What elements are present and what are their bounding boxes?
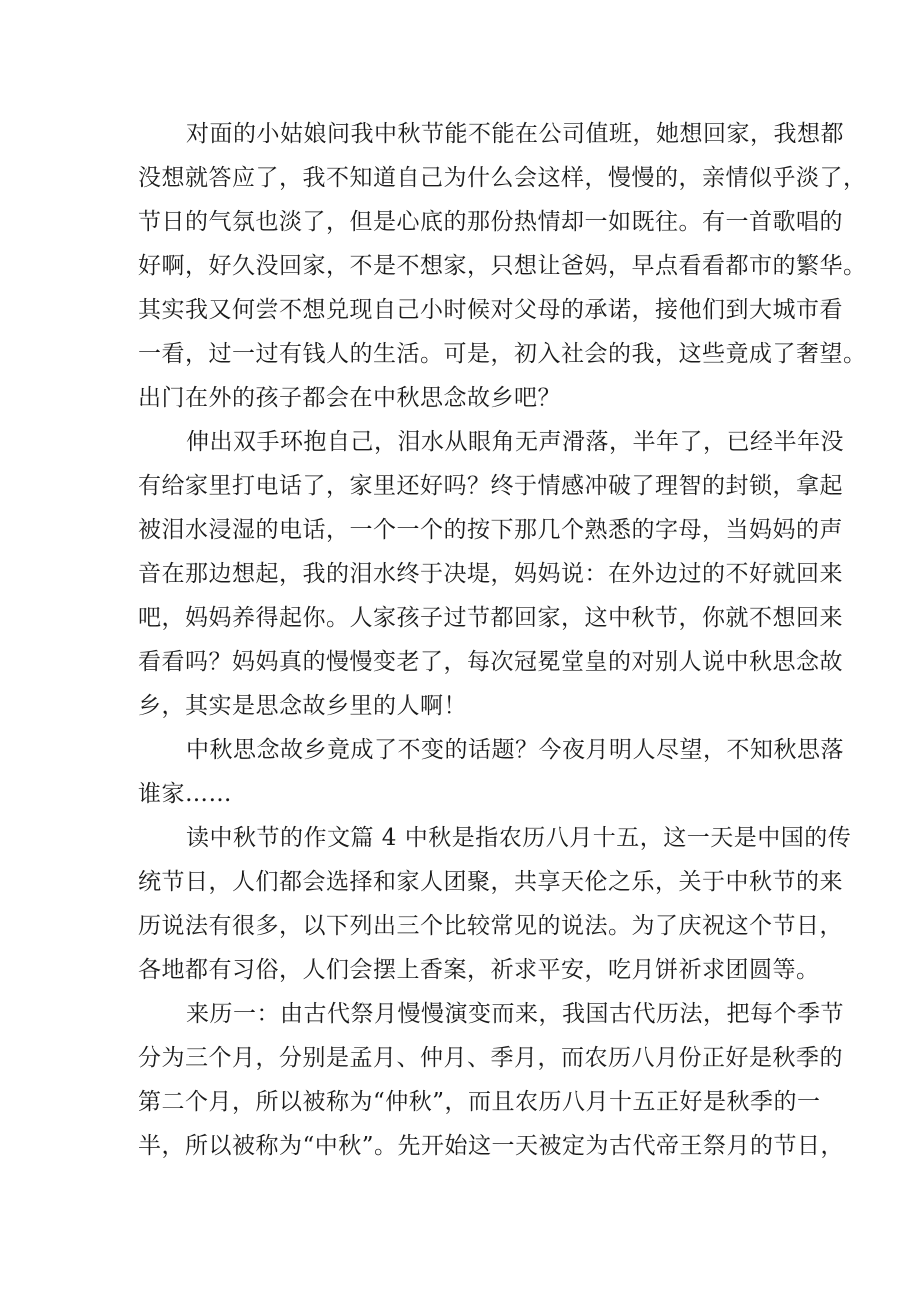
text-line: 出门在外的孩子都会在中秋思念故乡吧？ bbox=[138, 385, 561, 411]
text-line: 中秋思念故乡竟成了不变的话题？今夜月明人尽望，不知秋思落 bbox=[186, 737, 844, 763]
text-line: 被泪水浸湿的电话，一个一个的按下那几个熟悉的字母，当妈妈的声 bbox=[138, 517, 843, 543]
text-line: 吧，妈妈养得起你。人家孩子过节都回家，这中秋节，你就不想回来 bbox=[138, 605, 843, 631]
text-line: 分为三个月，分别是孟月、仲月、季月，而农历八月份正好是秋季的 bbox=[138, 1045, 843, 1071]
text-line: 其实我又何尝不想兑现自己小时候对父母的承诺，接他们到大城市看 bbox=[138, 297, 843, 323]
text-line: 谁家…… bbox=[138, 781, 232, 807]
text-line: 第二个月，所以被称为“仲秋”，而且农历八月十五正好是秋季的一 bbox=[138, 1089, 821, 1115]
text-line: 对面的小姑娘问我中秋节能不能在公司值班，她想回家，我想都 bbox=[186, 121, 844, 147]
text-line: 伸出双手环抱自己，泪水从眼角无声滑落，半年了，已经半年没 bbox=[186, 429, 844, 455]
text-line: 读中秋节的作文篇 4 中秋是指农历八月十五，这一天是中国的传 bbox=[186, 825, 852, 851]
text-line: 有给家里打电话了，家里还好吗？终于情感冲破了理智的封锁，拿起 bbox=[138, 473, 843, 499]
document-body bbox=[138, 112, 867, 1168]
text-line: 节日的气氛也淡了，但是心底的那份热情却一如既往。有一首歌唱的 bbox=[138, 209, 843, 235]
text-line: 一看，过一过有钱人的生活。可是，初入社会的我，这些竟成了奢望。 bbox=[138, 341, 867, 367]
text-line: 看看吗？妈妈真的慢慢变老了，每次冠冕堂皇的对别人说中秋思念故 bbox=[138, 649, 843, 675]
text-line: 来历一：由古代祭月慢慢演变而来，我国古代历法，把每个季节 bbox=[186, 1001, 844, 1027]
text-line: 半，所以被称为“中秋”。先开始这一天被定为古代帝王祭月的节日， bbox=[138, 1133, 845, 1159]
text-line: 乡，其实是思念故乡里的人啊！ bbox=[138, 693, 467, 719]
text-line: 统节日，人们都会选择和家人团聚，共享天伦之乐，关于中秋节的来 bbox=[138, 869, 843, 895]
text-line: 各地都有习俗，人们会摆上香案，祈求平安，吃月饼祈求团圆等。 bbox=[138, 957, 820, 983]
text-line: 好啊，好久没回家，不是不想家，只想让爸妈，早点看看都市的繁华。 bbox=[138, 253, 867, 279]
text-line: 历说法有很多，以下列出三个比较常见的说法。为了庆祝这个节日， bbox=[138, 913, 843, 939]
text-line: 音在那边想起，我的泪水终于决堤，妈妈说：在外边过的不好就回来 bbox=[138, 561, 843, 587]
text-line: 没想就答应了，我不知道自己为什么会这样，慢慢的，亲情似乎淡了， bbox=[138, 165, 867, 191]
